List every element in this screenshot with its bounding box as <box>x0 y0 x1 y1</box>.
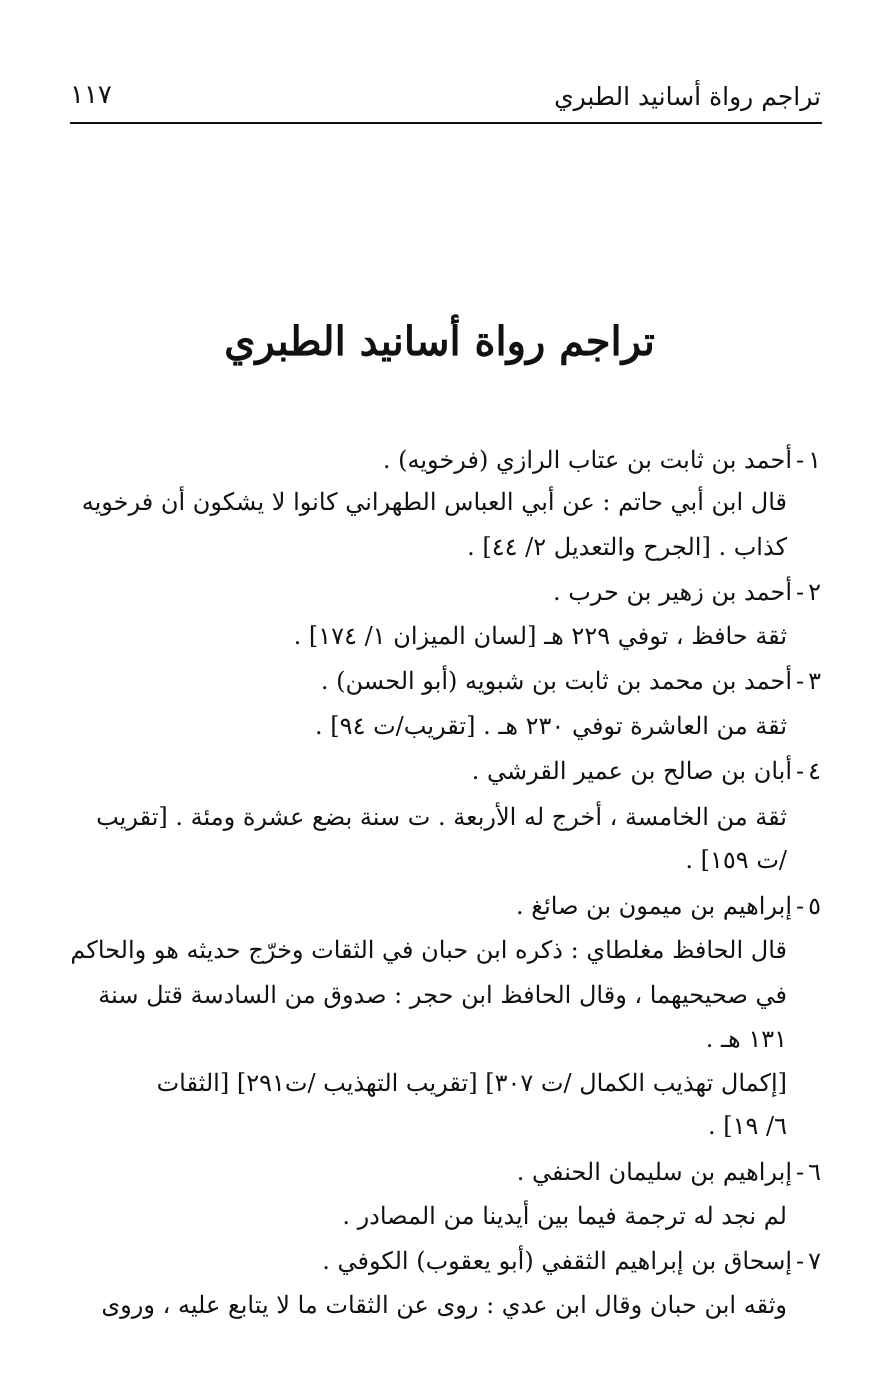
entry-5-heading: ٥-إبراهيم بن ميمون بن صائغ . <box>516 892 821 920</box>
entry-number: ١ <box>808 446 821 474</box>
entry-number: ٧ <box>808 1247 821 1275</box>
entry-4-line-2: /ت ١٥٩] . <box>685 846 787 874</box>
entry-name: أبان بن صالح بن عمير القرشي . <box>471 757 792 785</box>
entry-name: أحمد بن محمد بن ثابت بن شبويه (أبو الحسن) . <box>320 667 792 695</box>
entry-5-line-5: ٦/ ١٩] . <box>707 1112 787 1140</box>
entry-5-line-4: [إكمال تهذيب الكمال /ت ٣٠٧] [تقريب التهذيب /ت٢٩١] [الثقات <box>156 1069 787 1097</box>
entry-7-line-1: وثقه ابن حبان وقال ابن عدي : روى عن الثقات ما لا يتابع عليه ، وروى <box>101 1291 787 1319</box>
page-number: ١١٧ <box>70 80 112 110</box>
entry-3-heading: ٣-أحمد بن محمد بن ثابت بن شبويه (أبو الحسن) . <box>320 667 821 695</box>
entry-number: ٥ <box>808 892 821 920</box>
entry-1-line-2: كذاب . [الجرح والتعديل ٢/ ٤٤] . <box>467 533 787 561</box>
entry-1-heading: ١-أحمد بن ثابت بن عتاب الرازي (فرخويه) . <box>382 446 821 474</box>
entry-3-line-1: ثقة من العاشرة توفي ٢٣٠ هـ . [تقريب/ت ٩٤] . <box>315 712 787 740</box>
entry-2-heading: ٢-أحمد بن زهير بن حرب . <box>552 578 821 606</box>
entry-name: إسحاق بن إبراهيم الثقفي (أبو يعقوب) الكوفي . <box>322 1247 792 1275</box>
entry-6-heading: ٦-إبراهيم بن سليمان الحنفي . <box>516 1158 821 1186</box>
entry-number: ٣ <box>808 667 821 695</box>
entry-5-line-3: ١٣١ هـ . <box>705 1025 787 1053</box>
entry-number: ٦ <box>808 1158 821 1186</box>
entry-4-heading: ٤-أبان بن صالح بن عمير القرشي . <box>471 757 821 785</box>
entry-4-line-1: ثقة من الخامسة ، أخرج له الأربعة . ت سنة بضع عشرة ومئة . [تقريب <box>96 803 787 831</box>
entry-5-line-2: في صحيحيهما ، وقال الحافظ ابن حجر : صدوق من السادسة قتل سنة <box>98 981 787 1009</box>
entry-2-line-1: ثقة حافظ ، توفي ٢٢٩ هـ [لسان الميزان ١/ ١٧٤] . <box>293 622 787 650</box>
entry-6-line-1: لم نجد له ترجمة فيما بين أيدينا من المصادر . <box>342 1202 787 1230</box>
running-header-title: تراجم رواة أسانيد الطبري <box>554 82 821 111</box>
entry-number: ٤ <box>808 757 821 785</box>
entry-name: إبراهيم بن ميمون بن صائغ . <box>516 892 792 920</box>
entry-5-line-1: قال الحافظ مغلطاي : ذكره ابن حبان في الثقات وخرّج حديثه هو والحاكم <box>70 936 787 964</box>
entry-name: أحمد بن ثابت بن عتاب الرازي (فرخويه) . <box>382 446 792 474</box>
page-title: تراجم رواة أسانيد الطبري <box>224 318 655 365</box>
entry-number: ٢ <box>808 578 821 606</box>
entry-1-line-1: قال ابن أبي حاتم : عن أبي العباس الطهراني كانوا لا يشكون أن فرخويه <box>81 488 787 516</box>
entry-name: أحمد بن زهير بن حرب . <box>552 578 792 606</box>
header-rule <box>70 122 822 124</box>
entry-7-heading: ٧-إسحاق بن إبراهيم الثقفي (أبو يعقوب) الكوفي . <box>322 1247 821 1275</box>
entry-name: إبراهيم بن سليمان الحنفي . <box>516 1158 792 1186</box>
